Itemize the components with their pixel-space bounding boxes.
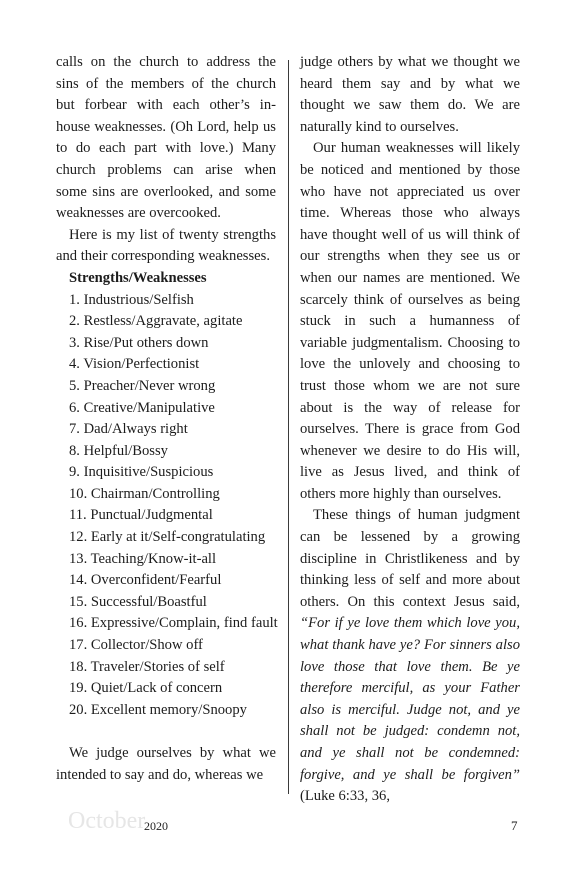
strengths-weaknesses-list xyxy=(56,290,276,722)
list-item: 12. Early at it/Self-congratulating xyxy=(69,529,266,546)
left-paragraph-2: Here is my list of twenty strengths and their corresponding weaknesses. xyxy=(56,226,276,265)
list-title: Strengths/Weaknesses xyxy=(69,269,207,286)
column-divider xyxy=(288,60,289,794)
list-item: 2. Restless/Aggravate, agitate xyxy=(69,313,243,330)
footer-month: October xyxy=(68,808,146,834)
right-paragraph-2: Our human weaknesses will likely be noticed and mentioned by those who have not appreciated us over time. Whereas those who always have thought well of us will think of our strengths when they see us or when our names are mentioned. We scarcely think of ourselves as being stuck in such a humanness of variable judgmentalism. Choosing to love the unlovely and choosing to trust those whom we are not sure about is the way of release for ourselves. There is grace from God whenever we desire to do His will, live as Jesus lived, and think of others more highly than ourselves. xyxy=(300,140,520,502)
list-item: 10. Chairman/Controlling xyxy=(69,485,220,502)
list-item: 20. Excellent memory/Snoopy xyxy=(69,701,247,718)
right-column xyxy=(300,52,520,808)
footer-year: 2020 xyxy=(144,819,168,833)
left-paragraph-3: We judge ourselves by what we intended to say and do, whereas we xyxy=(56,745,276,783)
paragraph-intro: These things of human judgment can be lessened by a growing discipline in Christlikeness and by thinking less of self and more about others. On this context Jesus said, xyxy=(300,507,520,610)
list-item: 4. Vision/Perfectionist xyxy=(69,356,200,373)
scripture-reference: (Luke 6:33, 36, xyxy=(300,788,390,805)
list-item: 14. Overconfident/Fearful xyxy=(69,572,222,589)
right-paragraph-3 xyxy=(300,505,520,807)
list-item: 1. Industrious/Selfish xyxy=(69,291,194,308)
left-paragraph-1: calls on the church to address the sins of the members of the church but forbear with each other’s in-house weaknesses. (Oh Lord, help us to do each part with love.) Many church problems can arise when some sins are overlooked, and some weaknesses are overcooked. xyxy=(56,54,276,222)
scripture-quote: “For if ye love them which love you, what thank have ye? For sinners also love those that love them. Be ye therefore merciful, as your Father also is merciful. Judge not, and ye shall not be judged: condemn not, and ye shall not be condemned: forgive, and ye shall be forgiven” xyxy=(300,615,520,783)
left-column xyxy=(56,52,276,786)
list-item: 11. Punctual/Judgmental xyxy=(69,507,213,524)
list-item: 13. Teaching/Know-it-all xyxy=(69,550,217,567)
list-item: 8. Helpful/Bossy xyxy=(69,442,168,459)
list-item: 15. Successful/Boastful xyxy=(69,593,207,610)
page-number: 7 xyxy=(511,818,518,833)
list-item: 3. Rise/Put others down xyxy=(69,334,209,351)
list-item: 7. Dad/Always right xyxy=(69,421,188,438)
list-item: 19. Quiet/Lack of concern xyxy=(69,680,223,697)
right-paragraph-1: judge others by what we thought we heard them say and by what we thought we saw them do. We are naturally kind to ourselves. xyxy=(300,54,520,135)
list-item: 17. Collector/Show off xyxy=(69,637,203,654)
list-item: 6. Creative/Manipulative xyxy=(69,399,215,416)
list-item: 18. Traveler/Stories of self xyxy=(69,658,225,675)
paragraph-gap xyxy=(56,721,276,743)
list-item: 5. Preacher/Never wrong xyxy=(69,377,216,394)
list-item: 16. Expressive/Complain, find fault xyxy=(69,615,278,632)
list-item: 9. Inquisitive/Suspicious xyxy=(69,464,214,481)
